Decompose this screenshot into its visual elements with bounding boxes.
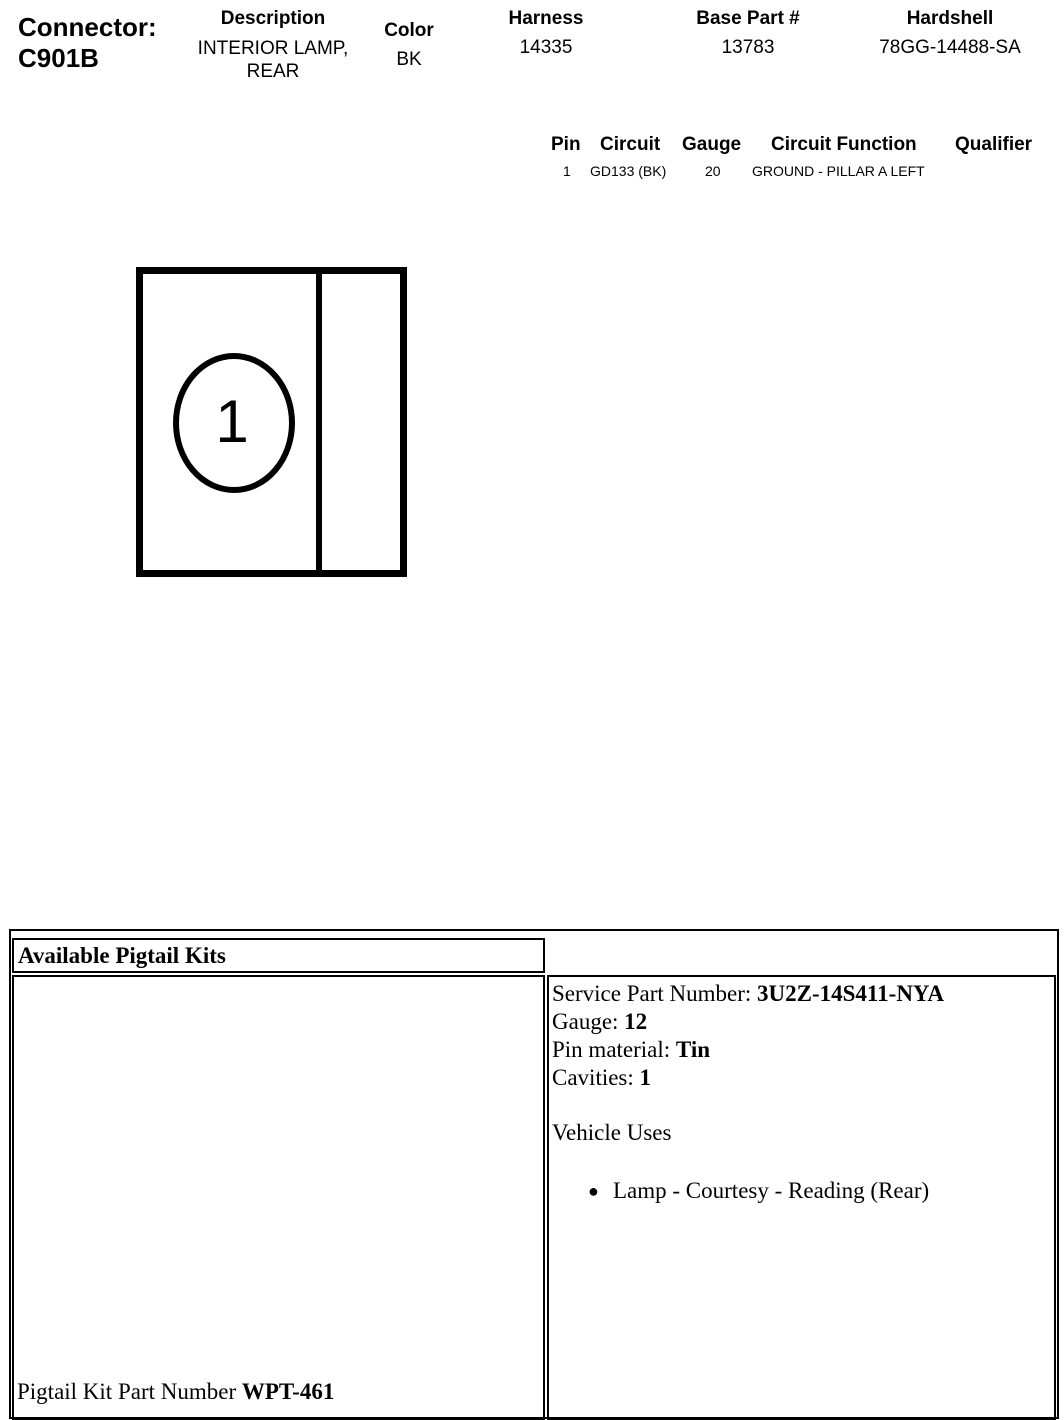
gauge-value: 12 — [624, 1009, 648, 1034]
gauge-label: Gauge: — [552, 1009, 619, 1034]
pigtail-title: Available Pigtail Kits — [18, 943, 226, 968]
description-label: Description — [220, 8, 326, 29]
color-label: Color — [384, 20, 434, 41]
vehicle-uses-label: Vehicle Uses — [552, 1120, 672, 1145]
base-part-value: 13783 — [721, 37, 775, 58]
color-value: BK — [396, 49, 422, 70]
connector-face-diagram — [0, 0, 1064, 620]
service-part-line — [552, 980, 944, 1008]
pigtail-kit-part — [17, 1378, 334, 1406]
list-item — [552, 1177, 944, 1205]
pin-material-line — [552, 1036, 944, 1064]
pigtail-kit-value: WPT-461 — [241, 1379, 335, 1404]
circuit-cell: GD133 (BK) — [590, 163, 667, 179]
description-line-2: REAR — [246, 61, 300, 82]
service-part-value: 3U2Z-14S411-NYA — [757, 981, 945, 1006]
vehicle-use-text: Lamp - Courtesy - Reading (Rear) — [613, 1178, 930, 1203]
connector-housing-outline — [140, 271, 404, 574]
service-part-label: Service Part Number: — [552, 981, 752, 1006]
pigtail-kit-cell — [12, 975, 545, 1420]
qualifier-header: Qualifier — [955, 134, 1033, 155]
pin-material-value: Tin — [675, 1037, 711, 1062]
connector-id: C901B — [18, 43, 99, 73]
harness-label: Harness — [508, 8, 584, 29]
connector-label: Connector: — [18, 12, 157, 42]
circuit-header: Circuit — [600, 134, 661, 155]
circuit-function-cell: GROUND - PILLAR A LEFT — [752, 163, 925, 179]
hardshell-value: 78GG-14488-SA — [879, 37, 1021, 58]
pigtail-details — [552, 980, 944, 1205]
pin-material-label: Pin material: — [552, 1037, 671, 1062]
harness-value: 14335 — [519, 37, 573, 58]
cavities-value: 1 — [639, 1065, 652, 1090]
gauge-cell: 20 — [705, 163, 721, 179]
gauge-header: Gauge — [682, 134, 742, 155]
pigtail-details-cell — [547, 975, 1056, 1420]
cavities-label: Cavities: — [552, 1065, 634, 1090]
gauge-line — [552, 1008, 944, 1036]
base-part-label: Base Part # — [696, 8, 800, 29]
cavities-line — [552, 1064, 944, 1092]
hardshell-label: Hardshell — [906, 8, 994, 29]
bullet-icon: ● — [588, 1181, 599, 1201]
pigtail-title-cell — [12, 938, 545, 973]
description-line-1: INTERIOR LAMP, — [197, 38, 349, 59]
pin-cell: 1 — [563, 163, 571, 179]
pin-header: Pin — [551, 134, 581, 155]
pin-number-label: 1 — [215, 388, 249, 455]
circuit-function-header: Circuit Function — [771, 134, 917, 155]
pigtail-kit-label: Pigtail Kit Part Number — [17, 1379, 237, 1404]
